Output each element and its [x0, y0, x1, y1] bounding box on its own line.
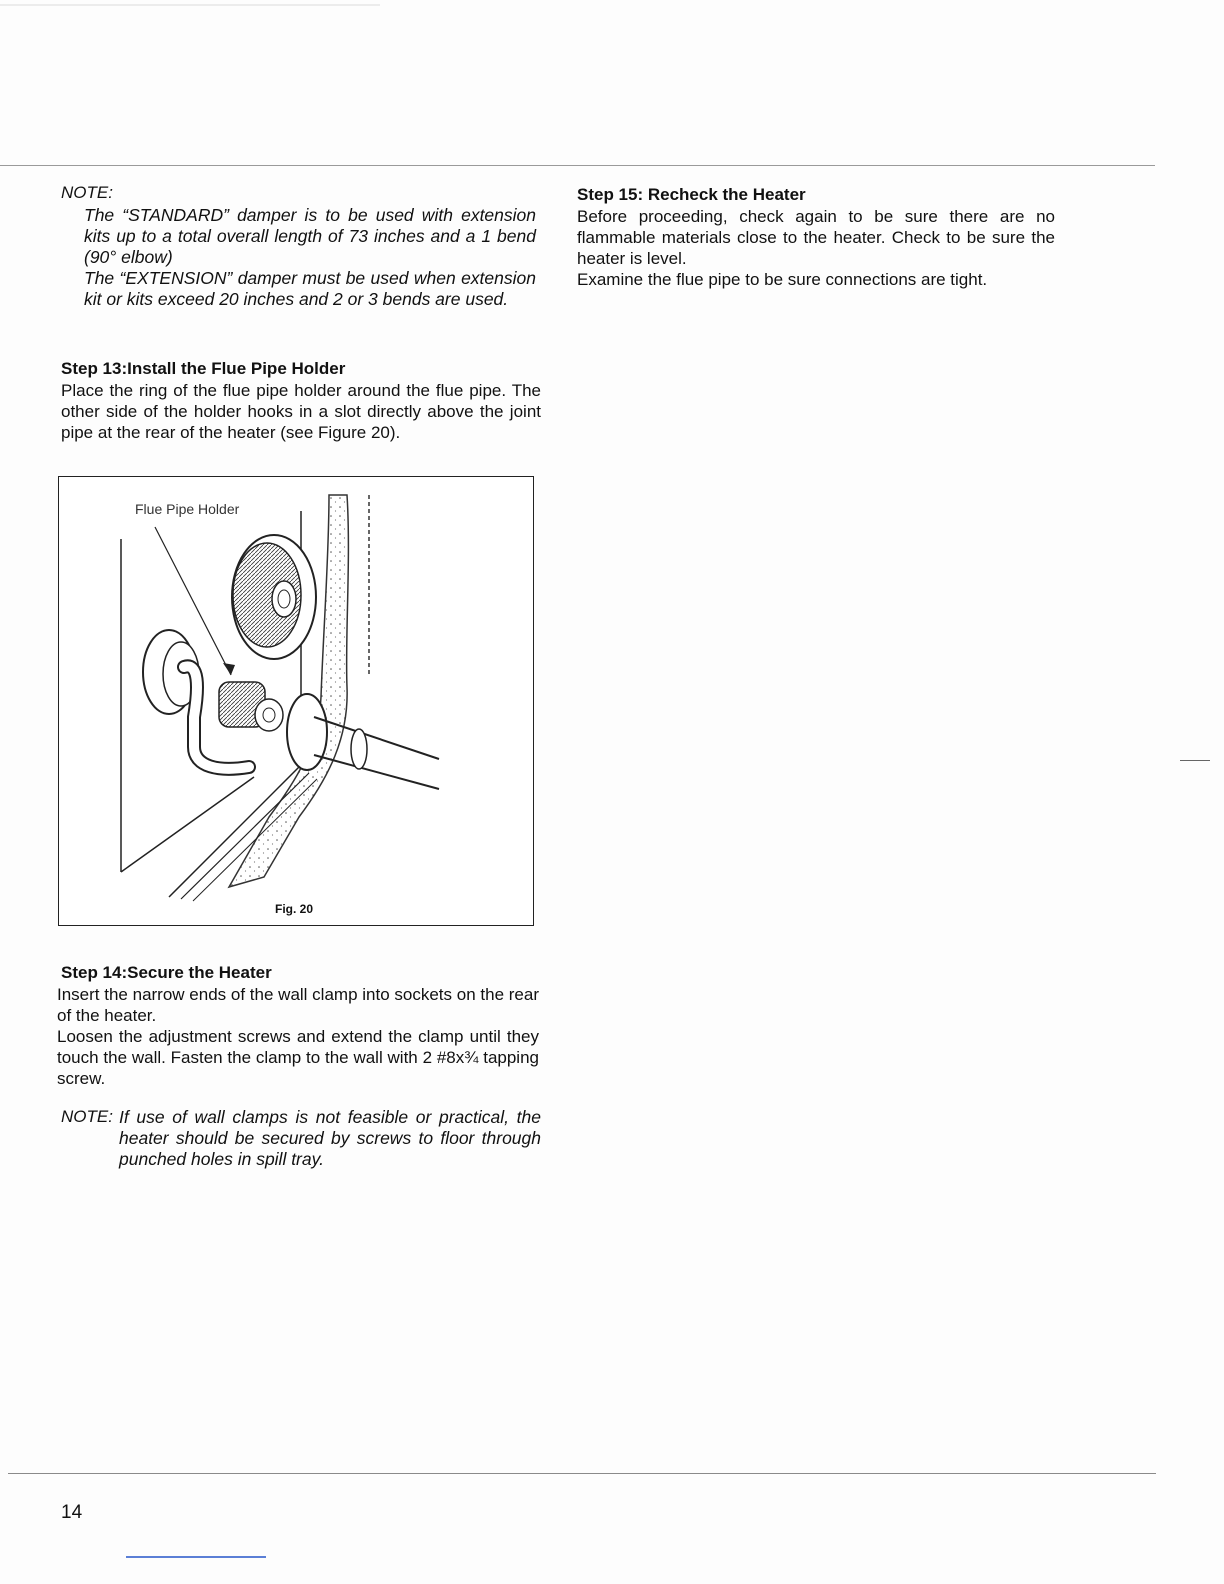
scan-artifact-right: [1180, 760, 1210, 761]
flue-pipe-holder-illustration: [59, 477, 535, 927]
note-label-top: NOTE:: [61, 183, 113, 202]
note-text-bottom: If use of wall clamps is not feasible or practical, the heater should be secured by screws to floor through punched holes in spill tray.: [119, 1107, 541, 1169]
note-extension-damper: The “EXTENSION” damper must be used when extension kit or kits exceed 20 inches and 2 or 3 bends are used.: [84, 268, 536, 309]
step13-heading: Step 13:Install the Flue Pipe Holder: [61, 359, 346, 378]
step14-heading: Step 14:Secure the Heater: [61, 963, 272, 982]
pipe-flange: [287, 694, 327, 770]
step13-paragraph: Place the ring of the flue pipe holder around the flue pipe. The other side of the holder hooks in a slot directly above the joint pipe at the rear of the heater (see Figure 20).: [61, 381, 541, 442]
step14-paragraph-2: Loosen the adjustment screws and extend the clamp until they touch the wall. Fasten the clamp to the wall with 2 #8x¾ tapping screw.: [57, 1027, 539, 1088]
step15-paragraph-1: Before proceeding, check again to be sure there are no flammable materials close to the heater. Check to be sure the heater is level.: [577, 207, 1055, 268]
note-label-bottom: NOTE:: [61, 1107, 113, 1126]
step14-paragraph-1: Insert the narrow ends of the wall clamp into sockets on the rear of the heater.: [57, 985, 539, 1025]
figure-20: [58, 476, 534, 926]
callout-arrowhead: [223, 663, 235, 675]
floor-edge: [121, 777, 254, 872]
page-number: 14: [61, 1502, 83, 1523]
note-text-top: [84, 205, 536, 310]
scan-artifact-bottom: [126, 1556, 266, 1558]
figure-callout: Flue Pipe Holder: [135, 501, 240, 517]
step15-body: [577, 206, 1055, 290]
figure-caption: Fig. 20: [275, 902, 314, 916]
step15-heading: Step 15: Recheck the Heater: [577, 185, 806, 204]
step13-body: [61, 380, 541, 443]
step14-body: [57, 984, 539, 1089]
scan-artifact-top: [0, 4, 380, 6]
note-standard-damper: The “STANDARD” damper is to be used with extension kits up to a total overall length of 73 inches and a 1 bend (90° elbow): [84, 205, 536, 267]
header-rule: [0, 165, 1155, 166]
footer-rule: [8, 1473, 1156, 1474]
step15-paragraph-2: Examine the flue pipe to be sure connections are tight.: [577, 270, 988, 289]
